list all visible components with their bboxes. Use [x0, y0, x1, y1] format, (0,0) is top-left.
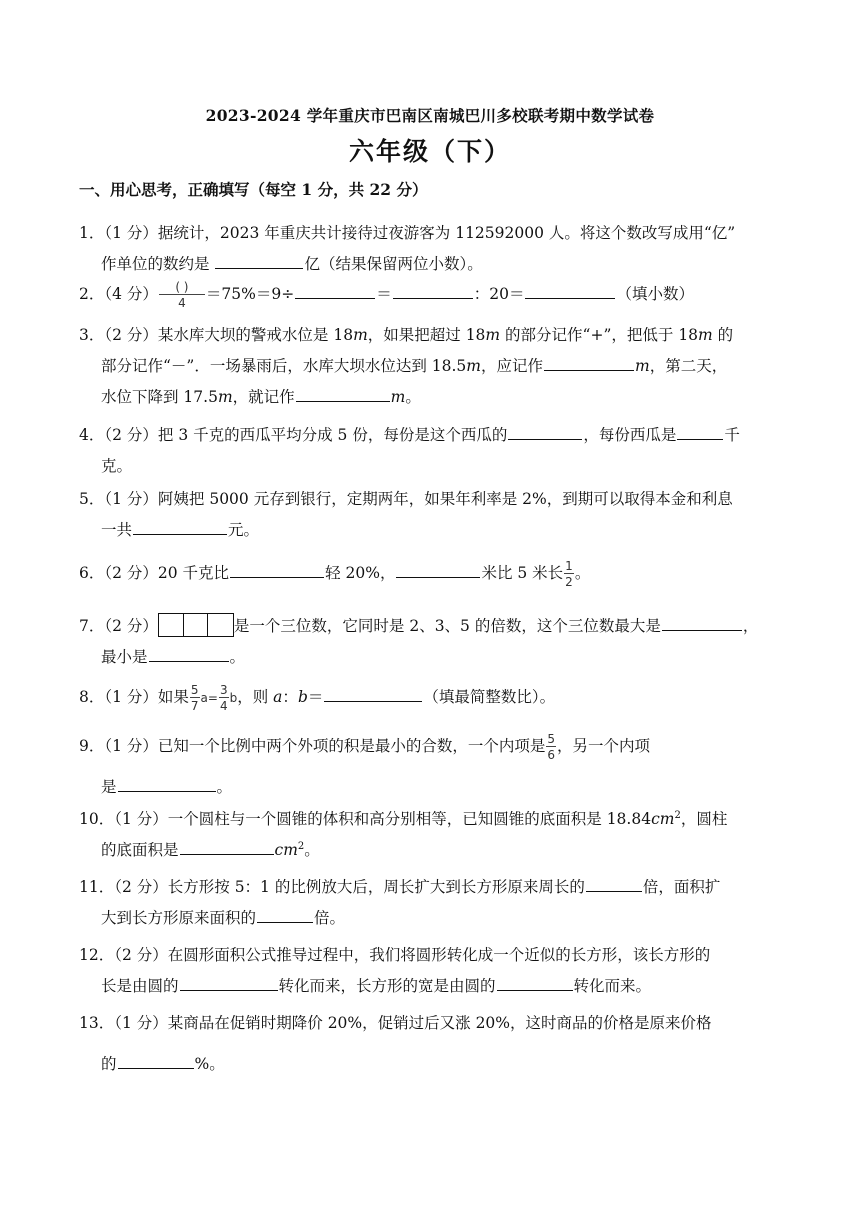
q9-text: 。: [216, 778, 233, 796]
q2-text: 2．（4 分）: [79, 285, 158, 303]
q10-text: 。: [304, 841, 320, 859]
fraction-denominator: 2: [565, 575, 573, 589]
question-9: [79, 731, 784, 803]
unit-m: m: [485, 326, 501, 344]
q12-text: 转化而来，长方形的宽是由圆的: [278, 977, 496, 995]
fraction-denominator: 7: [190, 699, 199, 713]
q9-text: ，另一个内项: [557, 737, 651, 755]
q6-text: 米比 5 米长: [481, 564, 564, 582]
superscript: 2: [674, 809, 681, 821]
answer-blank[interactable]: [544, 353, 634, 371]
q7-text: 7．（2 分）: [79, 617, 158, 635]
fraction-denominator: 6: [547, 748, 556, 762]
q2-text: ＝: [376, 285, 392, 303]
q1-text: 亿（结果保留两位小数）。: [304, 255, 483, 273]
fraction-blank[interactable]: [159, 281, 205, 309]
answer-blank[interactable]: [295, 281, 375, 299]
q8-text: ：: [282, 688, 298, 706]
q2-text: （填小数）: [616, 285, 694, 303]
q3-text: 水位下降到 17.5: [101, 388, 218, 406]
q7-text: 最小是: [101, 648, 148, 666]
question-7: [79, 611, 784, 673]
answer-blank[interactable]: [296, 384, 390, 402]
unit-m: m: [217, 388, 233, 406]
question-11: [79, 872, 784, 934]
unit-cm: cm: [651, 810, 675, 828]
question-12: [79, 940, 784, 1002]
q12-text: 长是由圆的: [101, 977, 179, 995]
q4-text: ，每份西瓜是: [583, 426, 677, 444]
answer-blank[interactable]: [393, 281, 473, 299]
q13-text: 的: [101, 1055, 117, 1073]
q8-text: 8．（1 分）如果: [79, 688, 189, 706]
q3-text: ，如果把超过 18: [367, 326, 486, 344]
answer-blank[interactable]: [508, 422, 582, 440]
q4-text: 千: [724, 426, 740, 444]
q6-text: 6．（2 分）20 千克比: [79, 564, 230, 582]
unit-m: m: [698, 326, 713, 344]
q11-text: 大到长方形原来面积的: [101, 909, 257, 927]
q8-text: ＝: [307, 688, 324, 706]
unit-m: m: [390, 388, 406, 406]
q8-text: ，则: [237, 688, 274, 706]
answer-blank[interactable]: [180, 973, 278, 991]
answer-blank[interactable]: [230, 560, 324, 578]
q10-text: ，圆柱: [680, 810, 728, 828]
unit-m: m: [635, 357, 650, 375]
fraction: [546, 733, 556, 761]
q10-text: 的底面积是: [101, 841, 179, 859]
answer-blank[interactable]: [180, 837, 274, 855]
q12-text: 转化而来。: [573, 977, 652, 995]
q3-text: 3．（2 分）某水库大坝的警戒水位是 18: [79, 326, 354, 344]
question-13: [79, 1008, 784, 1080]
fraction: [564, 560, 574, 588]
fraction-numerator: ( ): [159, 281, 205, 295]
fraction-denominator: 4: [178, 296, 186, 310]
q3-text: 的: [712, 326, 734, 344]
q4-text: 4．（2 分）把 3 千克的西瓜平均分成 5 份，每份是这个西瓜的: [79, 426, 508, 444]
answer-blank[interactable]: [396, 560, 480, 578]
grade-subtitle: 六年级（下）: [348, 137, 511, 166]
answer-blank[interactable]: [149, 644, 229, 662]
q10-text: 10．（1 分）一个圆柱与一个圆锥的体积和高分别相等，已知圆锥的底面积是 18.84: [79, 810, 652, 828]
equals-sign: =: [207, 691, 218, 705]
unit-m: m: [466, 357, 481, 375]
q7-text: ，: [742, 617, 759, 635]
q11-text: 倍，面积扩: [642, 878, 721, 896]
exam-title: 2023-2024 学年重庆市巴南区南城巴川多校联考期中数学试卷: [205, 106, 655, 125]
q5-text: 一共: [101, 521, 133, 539]
q5-text: 5．（1 分）阿姨把 5000 元存到银行，定期两年，如果年利率是 2%，到期可以取得本金和利息: [79, 490, 733, 508]
question-4: [79, 420, 784, 482]
fraction: [190, 684, 200, 712]
answer-blank[interactable]: [118, 774, 216, 792]
variable-b: b: [297, 688, 308, 706]
answer-blank[interactable]: [324, 684, 422, 702]
answer-blank[interactable]: [133, 517, 227, 535]
question-3: [79, 320, 784, 413]
unit-cm: cm: [274, 841, 298, 859]
question-8: [79, 682, 784, 713]
q1-text: 作单位的数约是: [101, 255, 215, 273]
q3-text: 的部分记作“+”，把低于 18: [500, 326, 699, 344]
answer-blank[interactable]: [118, 1051, 194, 1069]
variable-a: a: [273, 688, 283, 706]
q2-text: ＝75%＝9÷: [205, 285, 295, 303]
q12-text: 12．（2 分）在圆形面积公式推导过程中，我们将圆形转化成一个近似的长方形，该长方形的: [79, 946, 711, 964]
three-digit-boxes[interactable]: [158, 613, 234, 637]
q13-text: %。: [194, 1055, 225, 1073]
q8-text: （填最简整数比）。: [423, 688, 556, 706]
fraction-numerator: 5: [190, 683, 199, 697]
q2-text: ：20＝: [473, 285, 525, 303]
q3-text: ，就记作: [232, 388, 295, 406]
answer-blank[interactable]: [215, 251, 303, 269]
q9-text: 9．（1 分）已知一个比例中两个外项的积是最小的合数，一个内项是: [79, 737, 546, 755]
answer-blank[interactable]: [677, 422, 723, 440]
answer-blank[interactable]: [662, 613, 742, 631]
q3-text: 部分记作“－”．一场暴雨后，水库大坝水位达到 18.5: [101, 357, 467, 375]
fraction-numerator: 1: [565, 559, 573, 573]
section-heading: 一、用心思考，正确填写（每空 1 分，共 22 分）: [79, 180, 428, 199]
q11-text: 11．（2 分）长方形按 5：1 的比例放大后，周长扩大到长方形原来周长的: [79, 878, 585, 896]
q6-text: 。: [574, 564, 591, 582]
question-10: [79, 804, 784, 866]
q7-text: 。: [229, 648, 246, 666]
superscript: 2: [297, 840, 305, 852]
variable-b: b: [229, 691, 238, 705]
fraction-numerator: 3: [219, 683, 228, 697]
q9-text: 是: [101, 778, 117, 796]
q1-text: 1．（1 分）据统计，2023 年重庆共计接待过夜游客为 112592000 人。将这个数改写成用“亿”: [79, 224, 736, 242]
q4-text: 克。: [101, 457, 133, 475]
fraction-numerator: 5: [547, 732, 556, 746]
unit-m: m: [353, 326, 368, 344]
q5-text: 元。: [228, 521, 260, 539]
q7-text: 是一个三位数，它同时是 2、3、5 的倍数，这个三位数最大是: [233, 617, 661, 635]
answer-blank[interactable]: [497, 973, 573, 991]
question-2: [79, 279, 784, 310]
variable-a: a: [200, 691, 208, 705]
question-5: [79, 484, 784, 546]
q6-text: 轻 20%，: [325, 564, 396, 582]
q3-text: 。: [405, 388, 421, 406]
question-1: [79, 218, 784, 280]
answer-blank[interactable]: [525, 281, 615, 299]
fraction: [219, 684, 229, 712]
question-6: [79, 558, 784, 589]
q13-text: 13．（1 分）某商品在促销时期降价 20%，促销过后又涨 20%，这时商品的价格是原来价格: [79, 1014, 712, 1032]
q11-text: 倍。: [314, 909, 346, 927]
q3-text: ，第二天，: [649, 357, 728, 375]
q3-text: ，应记作: [481, 357, 544, 375]
answer-blank[interactable]: [586, 874, 642, 892]
answer-blank[interactable]: [257, 905, 313, 923]
fraction-denominator: 4: [219, 699, 228, 713]
